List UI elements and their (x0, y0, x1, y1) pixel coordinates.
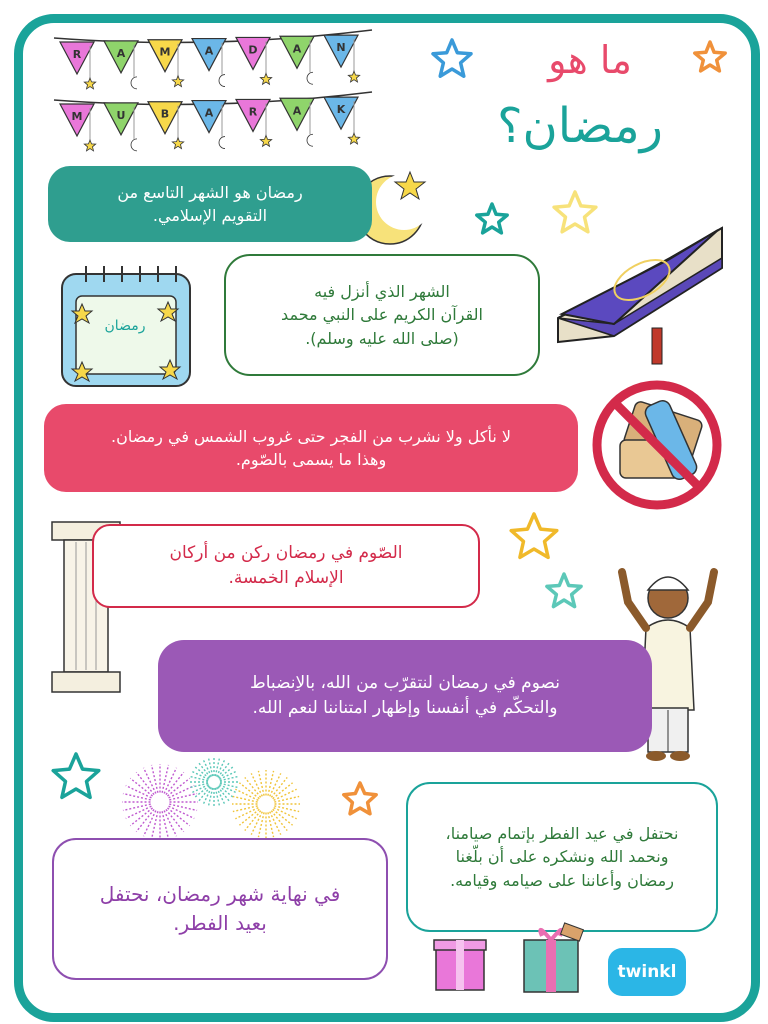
intro-line-2: التقويم الإسلامي. (152, 206, 268, 225)
no-food-drink-icon (584, 380, 730, 510)
title-line-1: ما هو (548, 38, 632, 82)
box-eid-end (52, 838, 388, 980)
box-eid-thanks (406, 782, 718, 932)
bunting-letter: B (160, 107, 170, 121)
bunting-letter: R (72, 48, 82, 61)
title-line-2: رمضان؟ (497, 98, 663, 154)
eid-end-line-2: بعيد الفطر. (173, 911, 267, 935)
calendar-label: رمضان (104, 318, 146, 334)
quran-line-1: الشهر الذي أنزل فيه (314, 282, 450, 302)
eid-thanks-line-1: نحتفل في عيد الفطر بإتمام صيامنا، (445, 824, 679, 844)
bunting-letter: A (204, 44, 214, 58)
bunting-letter: K (336, 103, 346, 117)
purpose-line-2: والتحكّم في أنفسنا وإظهار امتناننا لنعم الله. (252, 698, 558, 718)
purpose-line-1: نصوم في رمضان لنتقرّب من الله، بالاِنضباط (250, 673, 560, 694)
eid-thanks-line-3: رمضان وأعاننا على صيامه وقيامه. (450, 870, 674, 890)
twinkl-logo: twinkl (608, 948, 686, 996)
intro-line-1: رمضان هو الشهر التاسع من (117, 182, 303, 202)
box-fasting (44, 404, 578, 492)
bunting-letter: M (159, 45, 171, 59)
bunting-letter: R (248, 105, 258, 119)
box-intro (48, 166, 372, 242)
quran-book-icon (552, 218, 728, 376)
eid-thanks-line-2: ونحمد الله ونشكره على أن بلّغنا (455, 847, 669, 867)
bunting-letter: M (71, 110, 83, 123)
bunting-letter: A (116, 46, 126, 60)
bunting-letter: N (336, 41, 346, 55)
quran-line-3: (صلى الله عليه وسلم). (305, 328, 459, 348)
pillar-line-1: الصّوم في رمضان ركن من أركان (169, 543, 403, 564)
box-purpose (158, 640, 652, 752)
bunting-letter: D (248, 43, 258, 57)
pillar-line-2: الإسلام الخمسة. (228, 568, 344, 588)
fasting-line-2: وهذا ما يسمى بالصّوم. (235, 450, 387, 469)
box-quran (224, 254, 540, 376)
eid-end-line-1: في نهاية شهر رمضان، نحتفل (99, 882, 341, 906)
bunting-letter: U (116, 108, 126, 122)
gift-boxes-icon (430, 922, 590, 998)
bunting-letter: A (204, 106, 214, 120)
fasting-line-1: لا نأكل ولا نشرب من الفجر حتى غروب الشمس في رمضان. (111, 426, 511, 446)
bunting-letter: A (292, 42, 302, 56)
quran-line-2: القرآن الكريم على النبي محمد (281, 305, 483, 325)
box-pillar (92, 524, 480, 608)
fireworks-icon (116, 756, 312, 840)
bunting-letter: A (292, 104, 302, 118)
